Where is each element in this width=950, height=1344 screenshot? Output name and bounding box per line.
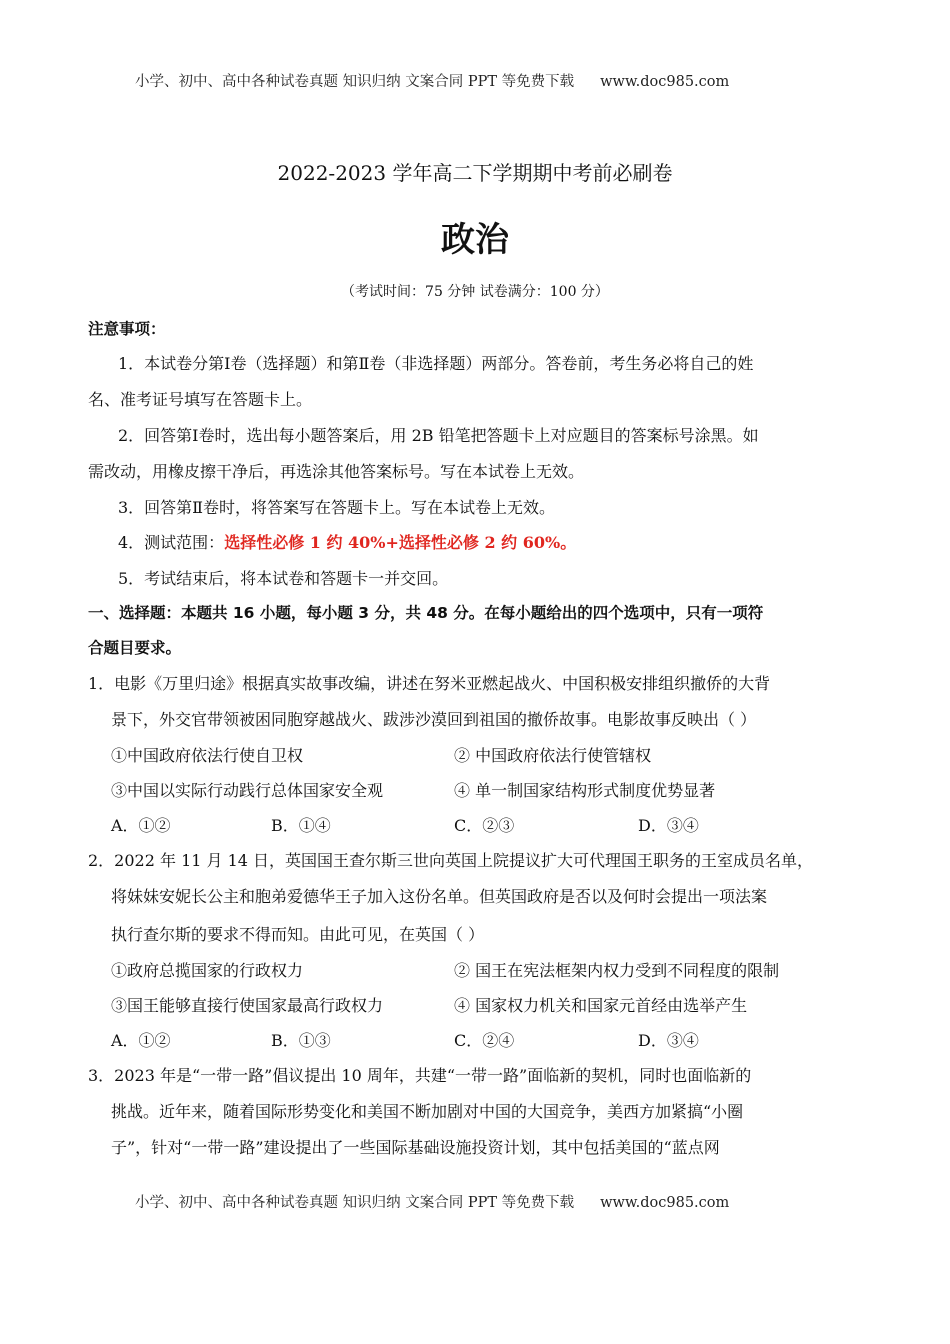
notice-item-2-cont: 需改动，用橡皮擦干净后，再选涂其他答案标号。写在本试卷上无效。 bbox=[88, 462, 585, 481]
question-2-statement-3: ③国王能够直接行使国家最高行政权力 bbox=[111, 996, 384, 1015]
exam-info: （考试时间：75 分钟 试卷满分：100 分） bbox=[341, 284, 609, 300]
notice-item-1: 1．本试卷分第Ⅰ卷（选择题）和第Ⅱ卷（非选择题）两部分。答卷前，考生务必将自己的姓 bbox=[118, 354, 754, 373]
question-1-statement-4: ④ 单一制国家结构形式制度优势显著 bbox=[454, 781, 716, 800]
header-url[interactable]: www.doc985.com bbox=[600, 74, 730, 90]
question-2-statement-4: ④ 国家权力机关和国家元首经由选举产生 bbox=[454, 996, 748, 1015]
question-3-stem-cont: 子”，针对“一带一路”建设提出了一些国际基础设施投资计划，其中包括美国的“蓝点网 bbox=[111, 1138, 720, 1157]
question-2-option-c: C．②④ bbox=[454, 1031, 515, 1050]
notice-item-2: 2．回答第Ⅰ卷时，选出每小题答案后，用 2B 铅笔把答题卡上对应题目的答案标号涂黑。如 bbox=[118, 426, 759, 445]
question-2-stem-cont: 执行查尔斯的要求不得而知。由此可见，在英国（ ） bbox=[111, 925, 485, 944]
question-1-option-b: B．①④ bbox=[271, 816, 331, 835]
notice-item-4 bbox=[118, 530, 576, 553]
notice-item-3: 3．回答第Ⅱ卷时，将答案写在答题卡上。写在本试卷上无效。 bbox=[118, 498, 556, 517]
question-1-option-c: C．②③ bbox=[454, 816, 515, 835]
footer-url[interactable]: www.doc985.com bbox=[600, 1195, 730, 1211]
subject-title: 政治 bbox=[441, 220, 509, 260]
exam-title: 2022-2023 学年高二下学期期中考前必刷卷 bbox=[277, 161, 673, 185]
notice-item-1-cont: 名、准考证号填写在答题卡上。 bbox=[88, 390, 313, 409]
question-1-option-a: A．①② bbox=[111, 816, 171, 835]
question-2-stem-cont: 将妹妹安妮长公主和胞弟爱德华王子加入这份名单。但英国政府是否以及何时会提出一项法案 bbox=[111, 887, 768, 906]
question-1-statement-3: ③中国以实际行动践行总体国家安全观 bbox=[111, 781, 384, 800]
section-heading: 一、选择题：本题共 16 小题，每小题 3 分，共 48 分。在每小题给出的四个选项中，只有一项符 bbox=[88, 604, 764, 622]
notice-item-4-prefix: 4．测试范围： bbox=[118, 533, 225, 552]
header-text: 小学、初中、高中各种试卷真题 知识归纳 文案合同 PPT 等免费下载 bbox=[135, 74, 575, 90]
question-2-option-d: D．③④ bbox=[638, 1031, 699, 1050]
section-heading-cont: 合题目要求。 bbox=[88, 639, 182, 657]
question-1-option-d: D．③④ bbox=[638, 816, 699, 835]
question-2-option-b: B．①③ bbox=[271, 1031, 331, 1050]
question-2-option-a: A．①② bbox=[111, 1031, 171, 1050]
footer-text: 小学、初中、高中各种试卷真题 知识归纳 文案合同 PPT 等免费下载 bbox=[135, 1195, 575, 1211]
question-2-statement-1: ①政府总揽国家的行政权力 bbox=[111, 961, 304, 980]
page-footer bbox=[135, 1191, 729, 1212]
question-2-stem: 2．2022 年 11 月 14 日，英国国王查尔斯三世向英国上院提议扩大可代理国王职务的王室成员名单， bbox=[88, 851, 814, 870]
question-1-statement-1: ①中国政府依法行使自卫权 bbox=[111, 746, 304, 765]
question-2-statement-2: ② 国王在宪法框架内权力受到不同程度的限制 bbox=[454, 961, 780, 980]
page-header bbox=[135, 70, 729, 91]
notice-heading: 注意事项： bbox=[88, 320, 166, 338]
question-3-stem-cont: 挑战。近年来，随着国际形势变化和美国不断加剧对中国的大国竞争，美西方加紧搞“小圈 bbox=[111, 1102, 744, 1121]
test-scope: 选择性必修 1 约 40%+选择性必修 2 约 60%。 bbox=[224, 533, 577, 552]
question-3-stem: 3．2023 年是“一带一路”倡议提出 10 周年，共建“一带一路”面临新的契机，同时也面临新的 bbox=[88, 1066, 752, 1085]
question-1-statement-2: ② 中国政府依法行使管辖权 bbox=[454, 746, 652, 765]
notice-item-5: 5．考试结束后，将本试卷和答题卡一并交回。 bbox=[118, 569, 449, 588]
question-1-stem-cont: 景下，外交官带领被困同胞穿越战火、跋涉沙漠回到祖国的撤侨故事。电影故事反映出（ ） bbox=[111, 710, 757, 729]
question-1-stem: 1．电影《万里归途》根据真实故事改编，讲述在努米亚燃起战火、中国积极安排组织撤侨的大背 bbox=[88, 674, 771, 693]
